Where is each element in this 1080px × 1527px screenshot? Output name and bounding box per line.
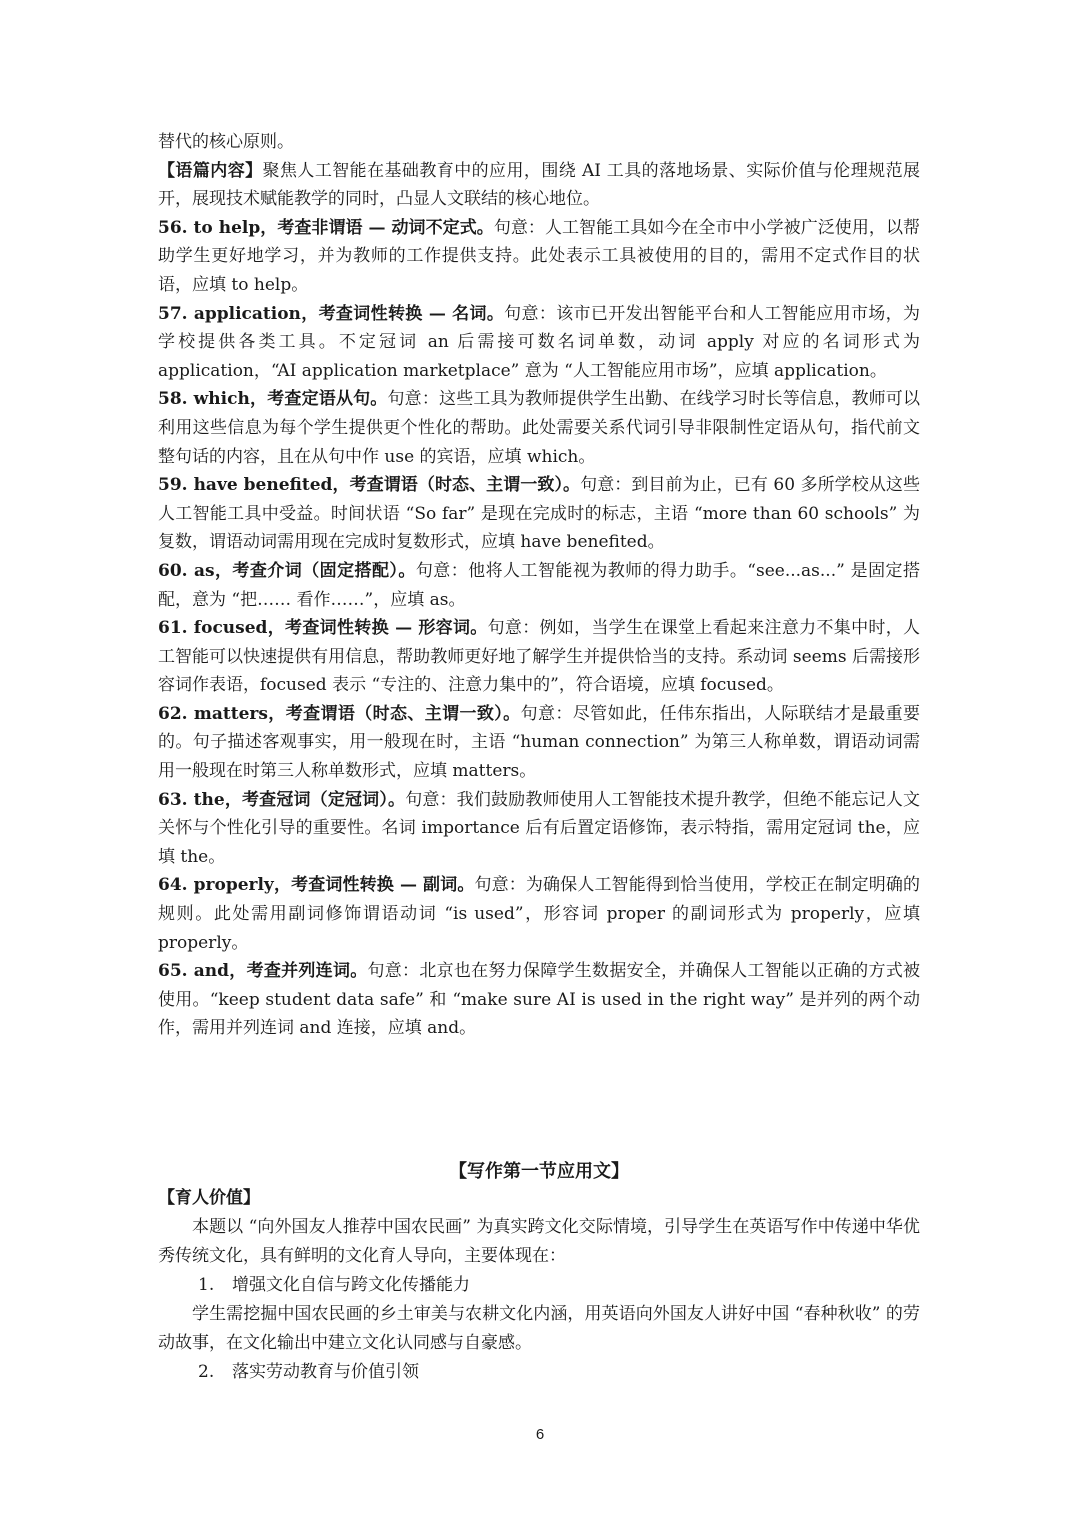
answer-text: 句意：我们鼓励教师使用人工智能技术提升教学，但绝不能忘记人文关怀与个性化引导的重要性。名词 importance 后有后置定语修饰，表示特指，需用定冠词 the，应填 the。: [158, 789, 920, 867]
answer-57: [158, 300, 920, 386]
answer-63: [158, 786, 920, 872]
writing-section: [158, 1184, 920, 1387]
answer-head: 61. focused，考查词性转换 — 形容词。: [158, 618, 488, 639]
answer-text: 句意：例如，当学生在课堂上看起来注意力不集中时，人工智能可以快速提供有用信息，帮助教师更好地了解学生并提供恰当的支持。系动词 seems 后需接形容词作表语，focused 表示 “专注的、注意力集中的”，符合语境，应填 focused。: [158, 618, 921, 696]
answer-59: [158, 471, 920, 557]
writing-section-title: 【写作第一节应用文】: [449, 1161, 629, 1182]
list-title: 增强文化自信与跨文化传播能力: [232, 1275, 470, 1295]
value-label: 【育人价值】: [158, 1188, 260, 1208]
answer-64: [158, 871, 920, 957]
list-item-1: [158, 1271, 920, 1300]
list-item-2: [158, 1358, 920, 1387]
answer-head: 64. properly，考查词性转换 — 副词。: [158, 875, 475, 896]
content-summary: [158, 157, 920, 214]
answer-61: [158, 614, 920, 700]
answer-58: [158, 385, 920, 471]
answer-head: 65. and，考查并列连词。: [158, 961, 368, 982]
list-number: 1.: [198, 1275, 215, 1295]
page-number: 6: [535, 1426, 545, 1443]
answer-text: 句意：这些工具为教师提供学生出勤、在线学习时长等信息，教师可以利用这些信息为每个学生提供更个性化的帮助。此处需要关系代词引导非限制性定语从句，指代前文整句话的内容，且在从句中作 use 的宾语，应填 which。: [158, 389, 920, 467]
answer-text: 句意：尽管如此，任伟东指出，人际联结才是最重要的。句子描述客观事实，用一般现在时，主语 “human connection” 为第三人称单数，谓语动词需用一般现在时第三人称单数形式，应填 matters。: [158, 703, 921, 782]
answer-text: 句意：他将人工智能视为教师的得力助手。“see...as...” 是固定搭配，意为 “把…… 看作……”，应填 as。: [158, 560, 920, 610]
answer-head: 59. have benefited，考查谓语（时态、主谓一致）。: [158, 475, 581, 496]
answer-head: 60. as，考查介词（固定搭配）。: [158, 560, 416, 581]
answer-text: 句意：人工智能工具如今在全市中小学被广泛使用，以帮助学生更好地学习，并为教师的工作提供支持。此处表示工具被使用的目的，需用不定式作目的状语，应填 to help。: [158, 217, 921, 295]
intro-line: 替代的核心原则。: [158, 132, 294, 152]
content-label: 【语篇内容】: [158, 160, 263, 181]
answer-62: [158, 700, 920, 786]
answer-text: 句意：该市已开发出智能平台和人工智能应用市场，为学校提供各类工具。不定冠词 an 后需接可数名词单数，动词 apply 对应的名词形式为 application，“AI application marketplace” 意为 “人工智能应用市场”，应填 application。: [158, 303, 920, 381]
answer-text: 句意：到目前为止，已有 60 多所学校从这些人工智能工具中受益。时间状语 “So far” 是现在完成时的标志，主语 “more than 60 schools” 为复数，谓语动词需用现在完成时复数形式，应填 have benefited。: [158, 475, 920, 553]
answer-text: 句意：为确保人工智能得到恰当使用，学校正在制定明确的规则。此处需用副词修饰谓语动词 “is used”，形容词 proper 的副词形式为 properly，应填 properly。: [158, 875, 920, 953]
answer-head: 58. which，考查定语从句。: [158, 389, 388, 410]
answer-explanations: [158, 128, 920, 1043]
content-text: 聚焦人工智能在基础教育中的应用，围绕 AI 工具的落地场景、实际价值与伦理规范展开，展现技术赋能教学的同时，凸显人文联结的核心地位。: [158, 160, 920, 210]
answer-head: 62. matters，考查谓语（时态、主谓一致）。: [158, 703, 521, 724]
answer-56: [158, 214, 920, 300]
value-paragraph: 本题以 “向外国友人推荐中国农民画” 为真实跨文化交际情境，引导学生在英语写作中传递中华优秀传统文化，具有鲜明的文化育人导向，主要体现在：: [158, 1217, 920, 1266]
list-number: 2.: [198, 1362, 215, 1382]
list-title: 落实劳动教育与价值引领: [232, 1362, 419, 1382]
answer-head: 57. application，考查词性转换 — 名词。: [158, 303, 505, 324]
answer-text: 句意：北京也在努力保障学生数据安全，并确保人工智能以正确的方式被使用。“keep student data safe” 和 “make sure AI is used in the right way” 是并列的两个动作，需用并列连词 and 连接，应填 and。: [158, 961, 920, 1039]
list-item-1-text: 学生需挖掘中国农民画的乡土审美与农耕文化内涵，用英语向外国友人讲好中国 “春种秋收” 的劳动故事，在文化输出中建立文化认同感与自豪感。: [158, 1304, 920, 1353]
answer-60: [158, 557, 920, 614]
answer-head: 63. the，考查冠词（定冠词）。: [158, 789, 406, 810]
answer-65: [158, 957, 920, 1043]
answer-head: 56. to help，考查非谓语 — 动词不定式。: [158, 217, 494, 238]
